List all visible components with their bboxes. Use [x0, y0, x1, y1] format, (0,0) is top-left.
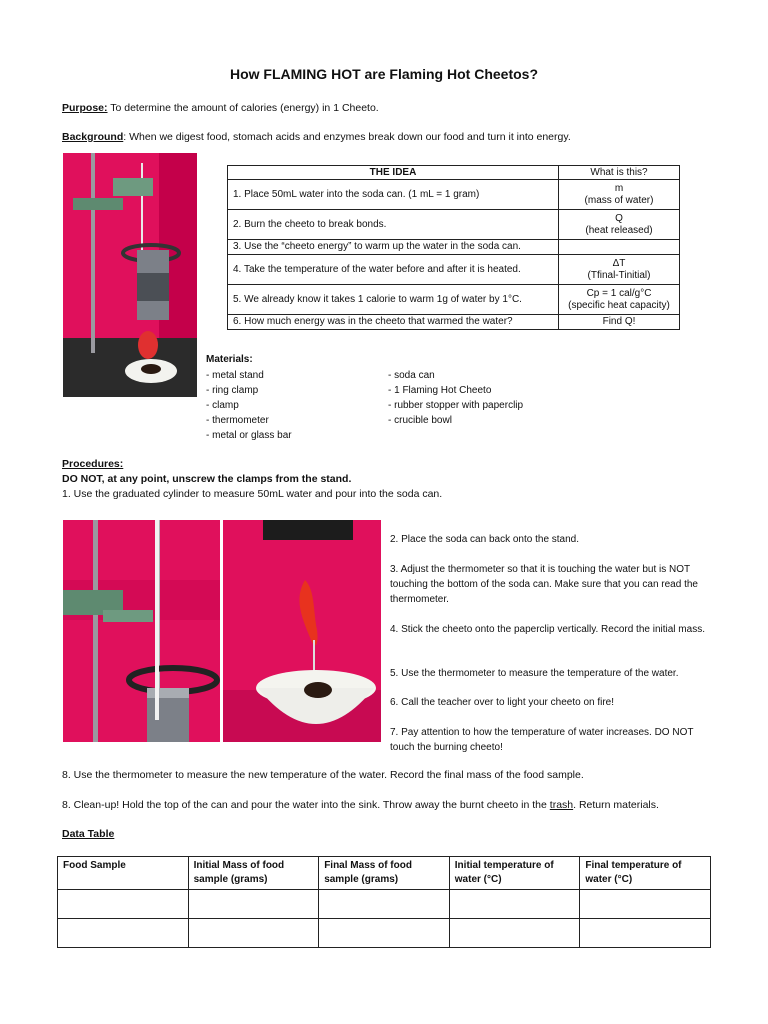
idea-step: 3. Use the “cheeto energy” to warm up the water in the soda can.: [228, 240, 559, 255]
idea-step: 5. We already know it takes 1 calorie to warm 1g of water by 1°C.: [228, 285, 559, 315]
empty-cell[interactable]: [58, 890, 189, 919]
table-row: [228, 315, 680, 330]
what-cell: Find Q!: [559, 315, 680, 330]
what-symbol: ΔT: [612, 257, 626, 269]
what-symbol: Q: [615, 212, 623, 224]
empty-cell[interactable]: [449, 919, 580, 948]
empty-cell[interactable]: [580, 890, 711, 919]
empty-cell[interactable]: [319, 919, 450, 948]
procedure-step-3: 3. Adjust the thermometer so that it is touching the water but is NOT touching the bottom of the soda can. Make sure that you can read the thermometer.: [390, 564, 698, 605]
data-table: [57, 856, 711, 948]
idea-step: 2. Burn the cheeto to break bonds.: [228, 210, 559, 240]
empty-cell[interactable]: [580, 919, 711, 948]
header-cell: Initial Mass of food sample (grams): [188, 857, 319, 890]
header-cell: Initial temperature of water (°C): [449, 857, 580, 890]
idea-header-cell: THE IDEA: [228, 166, 559, 180]
procedure-step-4: 4. Stick the cheeto onto the paperclip vertically. Record the initial mass.: [390, 624, 705, 635]
list-item: - 1 Flaming Hot Cheeto: [388, 385, 492, 396]
procedure-step-8a: 8. Use the thermometer to measure the new temperature of the water. Record the final mass of the food sample.: [62, 769, 584, 781]
header-cell: Final temperature of water (°C): [580, 857, 711, 890]
what-header-cell: What is this?: [559, 166, 680, 180]
procedures-warning: DO NOT, at any point, unscrew the clamps from the stand.: [62, 473, 352, 485]
what-symbol: m: [614, 182, 624, 194]
list-item: - clamp: [206, 400, 239, 411]
procedure-step-8b: [62, 799, 659, 811]
empty-cell[interactable]: [188, 890, 319, 919]
table-row: [228, 285, 680, 315]
background-line: [62, 131, 571, 143]
data-table-label: Data Table: [62, 828, 115, 840]
idea-table: [227, 165, 680, 330]
empty-cell[interactable]: [449, 890, 580, 919]
list-item: - crucible bowl: [388, 415, 452, 426]
table-row: [228, 210, 680, 240]
what-cell: [559, 210, 680, 240]
what-desc: (heat released): [585, 224, 653, 236]
photo-thermometer: [63, 520, 220, 742]
table-row: [58, 919, 711, 948]
list-item: - rubber stopper with paperclip: [388, 400, 524, 411]
purpose-label: Purpose:: [62, 102, 108, 114]
list-item: - thermometer: [206, 415, 269, 426]
list-item: - metal stand: [206, 370, 264, 381]
what-cell: [559, 180, 680, 210]
what-desc: (Tfinal-Tinitial): [587, 269, 651, 281]
procedure-step-6: 6. Call the teacher over to light your cheeto on fire!: [390, 697, 615, 708]
materials-label: Materials:: [206, 354, 253, 365]
trash-link: trash: [549, 799, 574, 811]
procedure-step-7: 7. Pay attention to how the temperature of water increases. DO NOT touch the burning cheeto!: [390, 727, 694, 753]
data-table-header: [58, 857, 711, 890]
photo-cheeto: [223, 520, 381, 742]
table-row: [58, 890, 711, 919]
table-row: [228, 255, 680, 285]
empty-cell[interactable]: [58, 919, 189, 948]
table-row: [228, 240, 680, 255]
idea-step: 1. Place 50mL water into the soda can. (1 mL = 1 gram): [228, 180, 559, 210]
cheeto-photo-graphic: [223, 520, 381, 742]
step8b-end: . Return materials.: [573, 799, 659, 811]
what-cell: [559, 285, 680, 315]
background-label: Background: [62, 131, 124, 143]
table-row: [228, 180, 680, 210]
thermometer-photo-graphic: [63, 520, 220, 742]
idea-table-header: [228, 166, 680, 180]
list-item: - metal or glass bar: [206, 430, 292, 441]
empty-cell[interactable]: [188, 919, 319, 948]
purpose-line: [62, 102, 379, 114]
page-title: How FLAMING HOT are Flaming Hot Cheetos?: [229, 66, 538, 82]
what-cell: [559, 240, 680, 255]
header-cell: Final Mass of food sample (grams): [319, 857, 450, 890]
step8b-text: 8. Clean-up! Hold the top of the can and pour the water into the sink. Throw away the burnt cheeto in the: [62, 799, 550, 811]
what-desc: (specific heat capacity): [568, 299, 670, 311]
what-cell: [559, 255, 680, 285]
list-item: - ring clamp: [206, 385, 259, 396]
materials-col1: [206, 368, 292, 443]
procedures-label: Procedures:: [62, 458, 124, 470]
background-text: : When we digest food, stomach acids and enzymes break down our food and turn it into energy.: [123, 131, 571, 143]
idea-step: 4. Take the temperature of the water before and after it is heated.: [228, 255, 559, 285]
empty-cell[interactable]: [319, 890, 450, 919]
materials-col2: [388, 368, 523, 428]
header-cell: Food Sample: [58, 857, 189, 890]
procedure-step-2: 2. Place the soda can back onto the stand.: [390, 534, 580, 545]
what-desc: (mass of water): [584, 194, 654, 206]
list-item: - soda can: [388, 370, 435, 381]
procedure-step-1: 1. Use the graduated cylinder to measure 50mL water and pour into the soda can.: [62, 488, 443, 500]
what-symbol: Cp = 1 cal/g°C: [586, 287, 652, 299]
purpose-text: To determine the amount of calories (energy) in 1 Cheeto.: [107, 102, 379, 114]
procedure-step-5: 5. Use the thermometer to measure the temperature of the water.: [390, 668, 679, 679]
apparatus-photo-graphic: [63, 153, 197, 397]
idea-step: 6. How much energy was in the cheeto that warmed the water?: [228, 315, 559, 330]
photo-apparatus: [63, 153, 197, 397]
